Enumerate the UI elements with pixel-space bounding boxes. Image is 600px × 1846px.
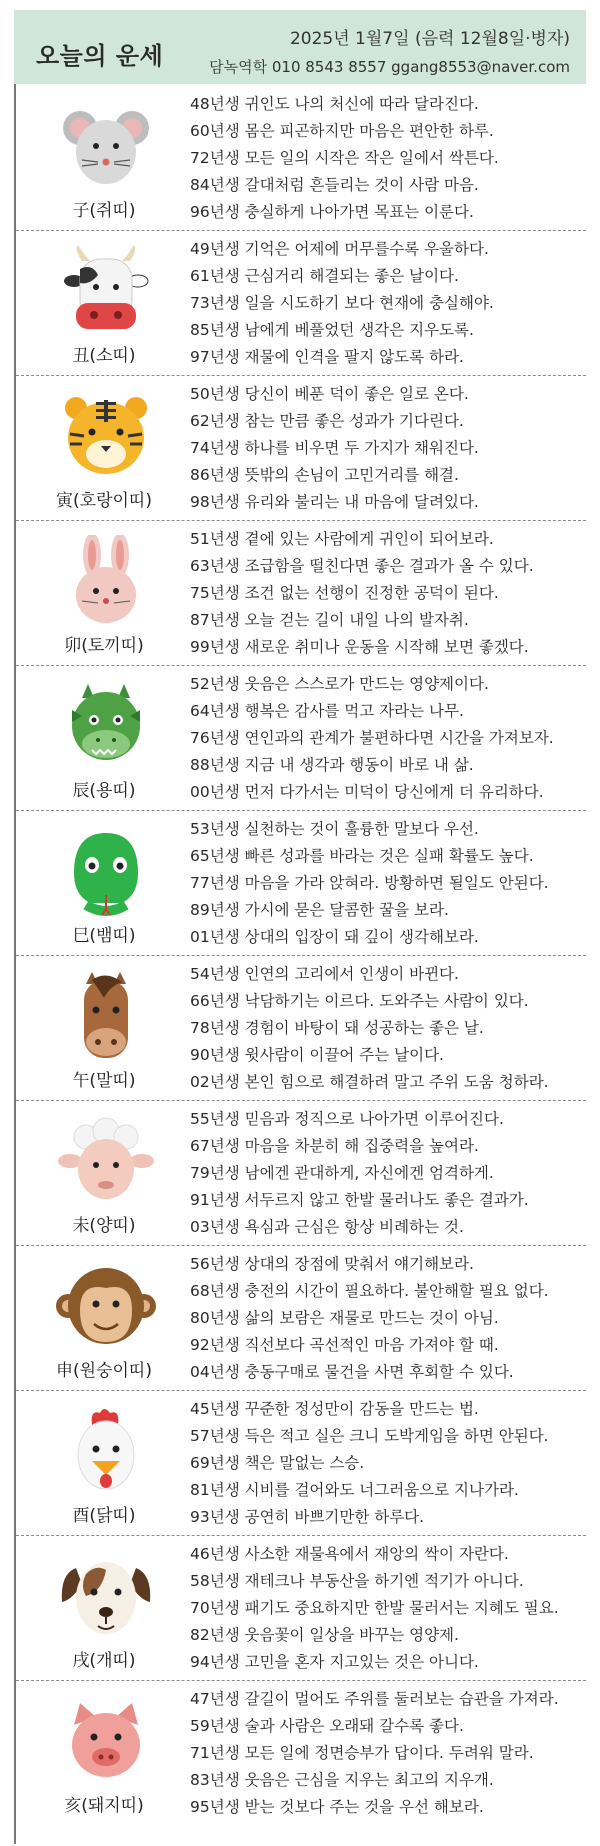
zodiac-label: 亥(돼지띠) — [64, 1796, 144, 1816]
fortune-list — [190, 671, 582, 806]
rooster-icon — [52, 1405, 160, 1497]
fortune-line: 76년생 연인과의 관계가 불편하다면 시간을 가져보자. — [190, 729, 554, 747]
contact-line: 담녹역학 010 8543 8557 ggang8553@naver.com — [209, 58, 570, 76]
zodiac-label: 申(원숭이띠) — [56, 1361, 152, 1381]
fortune-line: 60년생 몸은 피곤하지만 마음은 편안한 하루. — [190, 122, 494, 140]
fortune-line: 92년생 직선보다 곡선적인 마음 가져야 할 때. — [190, 1336, 499, 1354]
fortune-list — [190, 381, 582, 516]
zodiac-label: 丑(소띠) — [72, 346, 136, 366]
fortune-line: 56년생 상대의 장점에 맞춰서 얘기해보라. — [190, 1255, 474, 1273]
fortune-list — [190, 961, 582, 1096]
fortune-list — [190, 91, 582, 226]
zodiac-label: 未(양띠) — [72, 1216, 136, 1236]
rat-icon — [52, 100, 160, 192]
ox-icon — [52, 245, 160, 337]
fortune-line: 78년생 경험이 바탕이 돼 성공하는 좋은 날. — [190, 1019, 484, 1037]
horse-icon — [52, 970, 160, 1062]
monkey-icon — [52, 1260, 160, 1352]
zodiac-block-dog — [16, 1536, 586, 1681]
zodiac-label: 子(쥐띠) — [72, 201, 136, 221]
fortune-line: 96년생 충실하게 나아가면 목표는 이룬다. — [190, 203, 474, 221]
fortune-line: 49년생 기억은 어제에 머무를수록 우울하다. — [190, 240, 489, 258]
page-title: 오늘의 운세 — [36, 42, 164, 70]
fortune-line: 51년생 곁에 있는 사람에게 귀인이 되어보라. — [190, 530, 494, 548]
fortune-line: 82년생 웃음꽃이 일상을 바꾸는 영양제. — [190, 1626, 459, 1644]
fortune-line: 62년생 참는 만큼 좋은 성과가 기다린다. — [190, 412, 464, 430]
fortune-list — [190, 1396, 582, 1531]
fortune-line: 90년생 윗사람이 이끌어 주는 날이다. — [190, 1046, 444, 1064]
fortune-line: 01년생 상대의 입장이 돼 깊이 생각해보라. — [190, 928, 479, 946]
fortune-list — [190, 1251, 582, 1386]
fortune-line: 94년생 고민을 혼자 지고있는 것은 아니다. — [190, 1653, 479, 1671]
dog-icon — [52, 1550, 160, 1642]
zodiac-block-monkey — [16, 1246, 586, 1391]
zodiac-block-sheep — [16, 1101, 586, 1246]
fortune-line: 57년생 득은 적고 실은 크니 도박게임을 하면 안된다. — [190, 1427, 549, 1445]
fortune-line: 46년생 사소한 재물욕에서 재앙의 싹이 자란다. — [190, 1545, 509, 1563]
pig-icon — [52, 1695, 160, 1787]
fortune-line: 97년생 재물에 인격을 팔지 않도록 하라. — [190, 348, 464, 366]
fortune-list — [190, 1106, 582, 1241]
fortune-list — [190, 526, 582, 661]
snake-icon — [52, 825, 160, 917]
fortune-list — [190, 1686, 582, 1821]
fortune-line: 64년생 행복은 감사를 먹고 자라는 나무. — [190, 702, 464, 720]
fortune-line: 80년생 삶의 보람은 재물로 만드는 것이 아님. — [190, 1309, 499, 1327]
fortune-line: 83년생 웃음은 근심을 지우는 최고의 지우개. — [190, 1771, 494, 1789]
zodiac-label: 戌(개띠) — [72, 1651, 136, 1671]
fortune-line: 86년생 뜻밖의 손님이 고민거리를 해결. — [190, 466, 459, 484]
fortune-line: 91년생 서두르지 않고 한발 물러나도 좋은 결과가. — [190, 1191, 529, 1209]
fortune-line: 70년생 패기도 중요하지만 한발 물러서는 지혜도 필요. — [190, 1599, 559, 1617]
zodiac-label: 辰(용띠) — [72, 781, 136, 801]
fortune-line: 65년생 빠른 성과를 바라는 것은 실패 확률도 높다. — [190, 847, 534, 865]
fortune-line: 66년생 낙담하기는 이르다. 도와주는 사람이 있다. — [190, 992, 529, 1010]
fortune-line: 61년생 근심거리 해결되는 좋은 날이다. — [190, 267, 459, 285]
fortune-line: 71년생 모든 일에 정면승부가 답이다. 두려워 말라. — [190, 1744, 534, 1762]
header-banner — [14, 10, 586, 84]
fortune-line: 52년생 웃음은 스스로가 만드는 영양제이다. — [190, 675, 489, 693]
fortune-line: 72년생 모든 일의 시작은 작은 일에서 싹튼다. — [190, 149, 499, 167]
tiger-icon — [52, 390, 160, 482]
fortune-line: 73년생 일을 시도하기 보다 현재에 충실해야. — [190, 294, 494, 312]
fortune-line: 58년생 재테크나 부동산을 하기엔 적기가 아니다. — [190, 1572, 524, 1590]
fortune-list — [190, 1541, 582, 1676]
zodiac-label: 巳(뱀띠) — [72, 926, 136, 946]
zodiac-block-tiger — [16, 376, 586, 521]
fortune-line: 63년생 조급함을 떨친다면 좋은 결과가 올 수 있다. — [190, 557, 534, 575]
fortune-line: 00년생 먼저 다가서는 미덕이 당신에게 더 유리하다. — [190, 783, 544, 801]
fortune-line: 50년생 당신이 베푼 덕이 좋은 일로 온다. — [190, 385, 469, 403]
fortune-line: 93년생 공연히 바쁘기만한 하루다. — [190, 1508, 425, 1526]
zodiac-block-rooster — [16, 1391, 586, 1536]
fortune-line: 02년생 본인 힘으로 해결하려 말고 주위 도움 청하라. — [190, 1073, 549, 1091]
date-line: 2025년 1월7일 (음력 12월8일·병자) — [289, 29, 570, 49]
fortune-line: 77년생 마음을 가라 앉혀라. 방황하면 될일도 안된다. — [190, 874, 549, 892]
fortune-line: 53년생 실천하는 것이 훌륭한 말보다 우선. — [190, 820, 479, 838]
zodiac-block-snake — [16, 811, 586, 956]
zodiac-block-horse — [16, 956, 586, 1101]
zodiac-label: 午(말띠) — [72, 1071, 136, 1091]
fortune-line: 98년생 유리와 불리는 내 마음에 달려있다. — [190, 493, 479, 511]
fortune-line: 81년생 시비를 걸어와도 너그러움으로 지나가라. — [190, 1481, 519, 1499]
zodiac-block-rat — [16, 86, 586, 231]
fortune-line: 74년생 하나를 비우면 두 가지가 채워진다. — [190, 439, 479, 457]
fortune-line: 45년생 꾸준한 정성만이 감동을 만드는 법. — [190, 1400, 479, 1418]
fortune-line: 85년생 남에게 베풀었던 생각은 지우도록. — [190, 321, 474, 339]
fortune-line: 47년생 갈길이 멀어도 주위를 둘러보는 습관을 가져라. — [190, 1690, 559, 1708]
fortune-line: 03년생 욕심과 근심은 항상 비례하는 것. — [190, 1218, 464, 1236]
zodiac-block-dragon — [16, 666, 586, 811]
fortune-line: 54년생 인연의 고리에서 인생이 바뀐다. — [190, 965, 459, 983]
fortune-line: 68년생 충전의 시간이 필요하다. 불안해할 필요 없다. — [190, 1282, 549, 1300]
fortune-line: 67년생 마음을 차분히 해 집중력을 높여라. — [190, 1137, 479, 1155]
fortune-line: 55년생 믿음과 정직으로 나아가면 이루어진다. — [190, 1110, 504, 1128]
fortune-list — [190, 816, 582, 951]
zodiac-label: 卯(토끼띠) — [64, 636, 144, 656]
fortune-line: 87년생 오늘 걷는 길이 내일 나의 발자취. — [190, 611, 469, 629]
zodiac-block-pig — [16, 1681, 586, 1826]
dragon-icon — [52, 680, 160, 772]
fortune-line: 88년생 지금 내 생각과 행동이 바로 내 삶. — [190, 756, 474, 774]
fortune-line: 99년생 새로운 취미나 운동을 시작해 보면 좋겠다. — [190, 638, 529, 656]
fortune-list — [190, 236, 582, 371]
sheep-icon — [52, 1115, 160, 1207]
fortune-line: 04년생 충동구매로 물건을 사면 후회할 수 있다. — [190, 1363, 514, 1381]
zodiac-label: 酉(닭띠) — [72, 1506, 136, 1526]
rabbit-icon — [52, 535, 160, 627]
fortune-line: 48년생 귀인도 나의 처신에 따라 달라진다. — [190, 95, 479, 113]
zodiac-label: 寅(호랑이띠) — [56, 491, 152, 511]
zodiac-block-ox — [16, 231, 586, 376]
fortune-line: 84년생 갈대처럼 흔들리는 것이 사람 마음. — [190, 176, 479, 194]
fortune-line: 69년생 책은 말없는 스승. — [190, 1454, 365, 1472]
fortune-line: 75년생 조건 없는 선행이 진정한 공덕이 된다. — [190, 584, 499, 602]
fortune-line: 89년생 가시에 묻은 달콤한 꿀을 보라. — [190, 901, 449, 919]
fortune-line: 79년생 남에겐 관대하게, 자신에겐 엄격하게. — [190, 1164, 494, 1182]
fortune-line: 59년생 술과 사람은 오래돼 갈수록 좋다. — [190, 1717, 464, 1735]
fortune-line: 95년생 받는 것보다 주는 것을 우선 해보라. — [190, 1798, 484, 1816]
zodiac-block-rabbit — [16, 521, 586, 666]
